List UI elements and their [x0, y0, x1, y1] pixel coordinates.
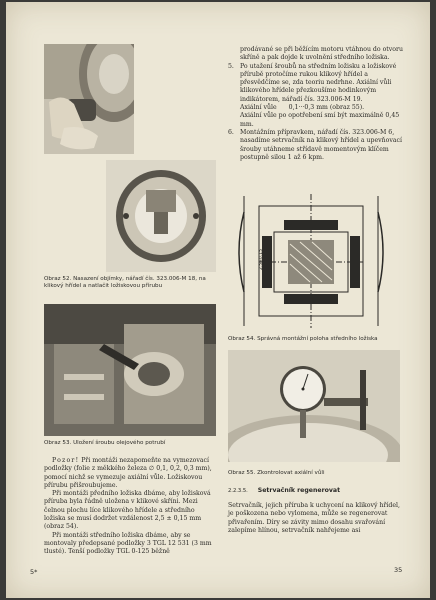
caption-obraz-54: Obraz 54. Správná montážní poloha středního ložiska	[228, 336, 378, 342]
book-page	[6, 2, 430, 598]
caption-obraz-55: Obraz 55. Zkontrolovat axiální vůli	[228, 470, 325, 476]
paragraph-middle-bearing: Při montáži středního ložiska dbáme, aby se montovaly předepsané podložky 3 TGL 12 531 (3 mm tlusté). Tenší podložky TGL 0-125 běžně	[44, 531, 212, 556]
dimension-label: 2,5±0,15	[259, 249, 264, 270]
section-number: 2.2.3.5.	[228, 488, 248, 494]
item-6-number: 6.	[228, 128, 234, 136]
axial-value: 0,1···0,3 mm (obraz 55).	[288, 104, 365, 112]
item-5-text: Po utažení šroubů na středním ložisku a ložiskové přírubě protočíme rukou klikový hřídel a přesvědčíme se, zda teoriu nedrhne. Axiální vůli klikového hřídele přezkoušíme hodinkovým indikátorem, nářadí čís. 323.006-M 19.	[240, 62, 397, 103]
caption-obraz-52: Obraz 52. Nasazení objímky, nářadí čís. 323.006-M 18, na klikový hřídel a natlačit ložiskovou přírubu	[44, 276, 206, 290]
photo-dial-gauge	[228, 350, 400, 462]
page-number: 35	[394, 566, 403, 574]
pozor-text: Při montáži nezapomeňte na vymezovací podložky (folie z měkkého železa ∅ 0,1, 0,2, 0,3 mm), pomocí nichž se vymezuje axiální vůle. Ložiskovou přírubu přišroubujeme.	[44, 457, 212, 489]
item-6	[228, 129, 404, 162]
axial-label: Axiální vůle	[240, 104, 277, 112]
pozor-paragraph	[44, 457, 216, 490]
section-title: Setrvačník regenerovat	[257, 487, 341, 494]
caption-obraz-53: Obraz 53. Uložení šroubu olejového potrubí	[44, 440, 166, 446]
item-5-number: 5.	[228, 62, 234, 70]
axial-play-line	[228, 104, 404, 112]
diagram-bearing-position	[224, 192, 398, 330]
photo-oil-pipe-bolt	[44, 304, 216, 436]
right-column-top-text	[228, 46, 404, 162]
intro-paragraph: prodávané se při běžícím motoru vtáhnou do otvoru skříně a pak dojde k uvolnění středního ložiska.	[240, 46, 403, 62]
section-heading	[228, 487, 404, 495]
item-5	[228, 63, 404, 104]
paragraph-front-bearing: Při montáži předního ložiska dbáme, aby ložisková příruba byla řádně uložena v klikové skříni. Mezi čelnou plochu líce klikového hřídele a středního ložiska se musí dodržet vzdálenost 2,5 ± 0,15 mm (obraz 54).	[44, 490, 211, 531]
right-column-bottom-text	[228, 502, 404, 535]
item-6-text: Montážním přípravkem, nářadí čís. 323.006-M 6, nasadíme setrvačník na klikový hřídel a upevňovací šrouby utáhneme střídavě momentovým klíčem postupně silou 1 až 6 kpm.	[240, 128, 402, 161]
photo-crankshaft-flange	[106, 160, 216, 272]
left-column-text	[44, 457, 216, 557]
flywheel-paragraph: Setrvačník, jejich příruba k uchycení na klikový hřídel, je poškozena nebo vylomena, může se regenerovat přivařením. Díry se závity mimo dosahu svařování zalepíme hlínou, setrvačník nahřejeme asi	[228, 502, 400, 534]
pozor-label: Pozor!	[52, 457, 80, 464]
photo-bearing-installation	[44, 44, 134, 154]
footer-mark: 5*	[30, 568, 38, 576]
axial-wear-line: Axiální vůle po opotřebení smí být maximálně 0,45 mm.	[240, 112, 400, 128]
